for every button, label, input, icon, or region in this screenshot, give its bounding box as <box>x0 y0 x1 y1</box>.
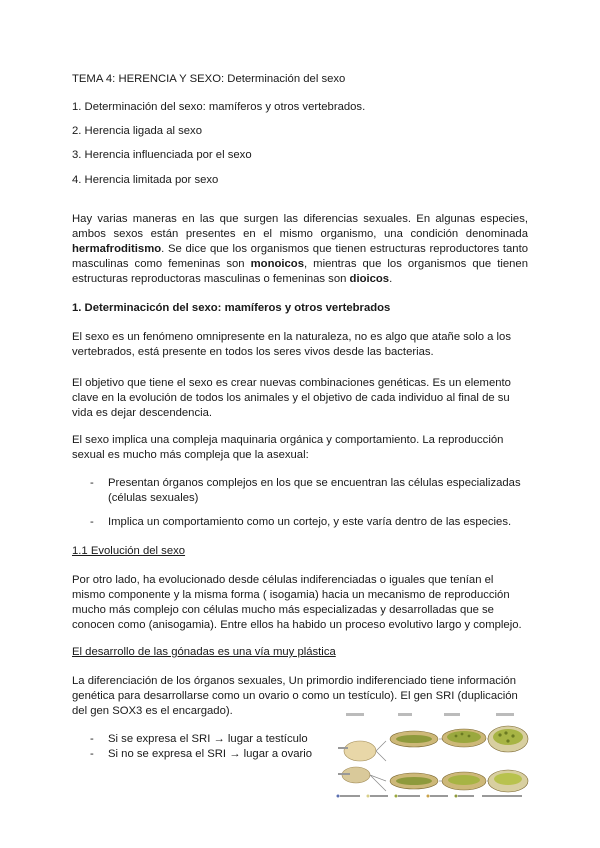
bullet-dash: - <box>90 477 94 489</box>
ovary-row-illustration <box>390 770 528 792</box>
bullet-item: - Si se expresa el SRI → lugar a testículo <box>90 733 308 745</box>
bullet-dash: - <box>90 733 94 745</box>
toc-item: 1. Determinación del sexo: mamíferos y otros vertebrados. <box>72 101 366 113</box>
gonad-development-figure <box>336 711 532 803</box>
bullet-dash: - <box>90 748 94 760</box>
intro-paragraph: Hay varias maneras en las que surgen las diferencias sexuales. En algunas especies, ambos sexos están presentes en el mismo organismo, una condición denominada hermafroditismo. Se dice que los organismos que tienen estructuras reproductores tanto masculinas como femeninas son monoicos, mientras que los organismos que tienen estructuras reproductoras masculinas o femeninas son dioicos. <box>72 213 528 285</box>
subsection-heading: 1.1 Evolución del sexo <box>72 545 186 557</box>
term-monoicos: monoicos <box>250 258 304 270</box>
toc-item: 2. Herencia ligada al sexo <box>72 125 202 137</box>
toc-item: 4. Herencia limitada por sexo <box>72 174 219 186</box>
bullet-item: - Si no se expresa el SRI → lugar a ovario <box>90 748 313 760</box>
term-hermafroditismo: hermafroditismo <box>72 243 162 255</box>
paragraph: El sexo implica una compleja maquinaria orgánica y comportamiento. La reproducción sexual es mucho más compleja que la asexual: <box>72 434 504 461</box>
paragraph: El objetivo que tiene el sexo es crear nuevas combinaciones genéticas. Es un elemento clave en la evolución de todos los animales y el objetivo de cada individuo al final de su vida es dejar descendencia. <box>72 377 511 419</box>
section-heading: 1. Determinacicón del sexo: mamíferos y otros vertebrados <box>72 302 391 314</box>
term-dioicos: dioicos <box>349 273 390 285</box>
bullet-item: - Implica un comportamiento como un cortejo, y este varía dentro de las especies. <box>90 516 512 528</box>
document-title: TEMA 4: HERENCIA Y SEXO: Determinación del sexo <box>72 73 346 85</box>
bullet-item: - Presentan órganos complejos en los que se encuentran las células especializadas (células sexuales) <box>90 477 521 504</box>
subsection-heading: El desarrollo de las gónadas es una vía muy plástica <box>72 646 336 658</box>
toc-item: 3. Herencia influenciada por el sexo <box>72 149 252 161</box>
paragraph: Por otro lado, ha evolucionado desde células indiferenciadas o iguales que tenían el mismo componente y la misma forma ( isogamia) hacia un mecanismo de reproducción mucho más complejo con células mucho más especializadas y desarrolladas que se conocen como (anisogamia). Entre ellos ha habido un proceso evolutivo largo y complejo. <box>72 574 522 631</box>
paragraph: La diferenciación de los órganos sexuales, Un primordio indiferenciado tiene información genética para desarrollarse como un ovario o como un testículo). El gen SRI (duplicación del gen SOX3 es el encargado). <box>72 675 518 717</box>
paragraph: El sexo es un fenómeno omnipresente en la naturaleza, no es algo que atañe solo a los vertebrados, está presente en todos los seres vivos desde las bacterias. <box>72 331 511 358</box>
bullet-dash: - <box>90 516 94 528</box>
